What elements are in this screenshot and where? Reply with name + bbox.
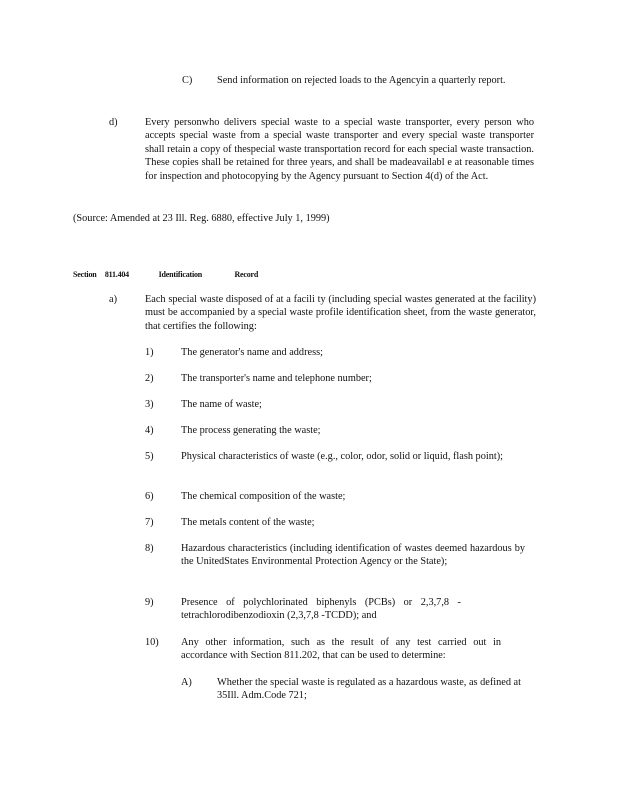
list-item-number: 8) — [145, 543, 154, 554]
section-title-record: Record — [234, 270, 259, 279]
list-item-number: 3) — [145, 399, 154, 410]
list-item-text: The transporter's name and telephone number; — [181, 373, 372, 384]
list-item-text: Physical characteristics of waste (e.g., color, odor, solid or liquid, flash point); — [181, 451, 504, 462]
item-a-text: Each special waste disposed of at a facili ty (including special wastes generated at the facility) must be accompanied by a special waste profile identification sheet, from the waste generator, that certifies the following: — [145, 294, 536, 332]
item-d-label: d) — [109, 117, 118, 128]
item-a-label: a) — [109, 294, 117, 305]
list-item-text: Presence of polychlorinated biphenyls (PCBs) or 2,3,7,8 - tetrachlorodibenzodioxin (2,3,7,8 -TCDD); and — [181, 597, 461, 622]
section-word: Section — [73, 270, 97, 279]
list-item-number: 10) — [145, 637, 159, 648]
list-item-text: Any other information, such as the result of any test carried out in accordance with Section 811.202, that can be used to determine: — [181, 637, 501, 662]
sub-item-a-text: Whether the special waste is regulated as a hazardous waste, as defined at 35Ill. Adm.Code 721; — [217, 677, 521, 702]
list-item-number: 2) — [145, 373, 154, 384]
list-item-number: 7) — [145, 517, 154, 528]
list-item-number: 9) — [145, 597, 154, 608]
item-d-text: Every personwho delivers special waste to a special waste transporter, every person who accepts special waste from a special waste transporter and every special waste transporter shall retain a copy of thespecial waste transportation record for each special waste transaction. These copies shall be retained for three years, and shall be madeavailabl e at reasonable times for inspection and photocopying by the Agency pursuant to Section 4(d) of the Act. — [145, 117, 534, 182]
list-item-number: 4) — [145, 425, 154, 436]
list-item-text: The process generating the waste; — [181, 425, 321, 436]
list-item-number: 1) — [145, 347, 154, 358]
section-title-identification: Identification — [158, 270, 203, 279]
list-item-text: The chemical composition of the waste; — [181, 491, 346, 502]
list-item-number: 6) — [145, 491, 154, 502]
sub-item-a-label: A) — [181, 677, 192, 688]
item-c-text: Send information on rejected loads to the Agencyin a quarterly report. — [217, 75, 506, 86]
list-item-number: 5) — [145, 451, 154, 462]
section-heading — [73, 268, 373, 281]
section-number: 811.404 — [104, 270, 129, 279]
source-note: (Source: Amended at 23 Ill. Reg. 6880, effective July 1, 1999) — [73, 213, 330, 224]
item-c-label: C) — [182, 75, 193, 86]
list-item-text: The metals content of the waste; — [181, 517, 315, 528]
list-item-text: The name of waste; — [181, 399, 262, 410]
list-item-text: Hazardous characteristics (including identification of wastes deemed hazardous by the UnitedStates Environmental Protection Agency or the State); — [181, 543, 525, 568]
list-item-text: The generator's name and address; — [181, 347, 323, 358]
